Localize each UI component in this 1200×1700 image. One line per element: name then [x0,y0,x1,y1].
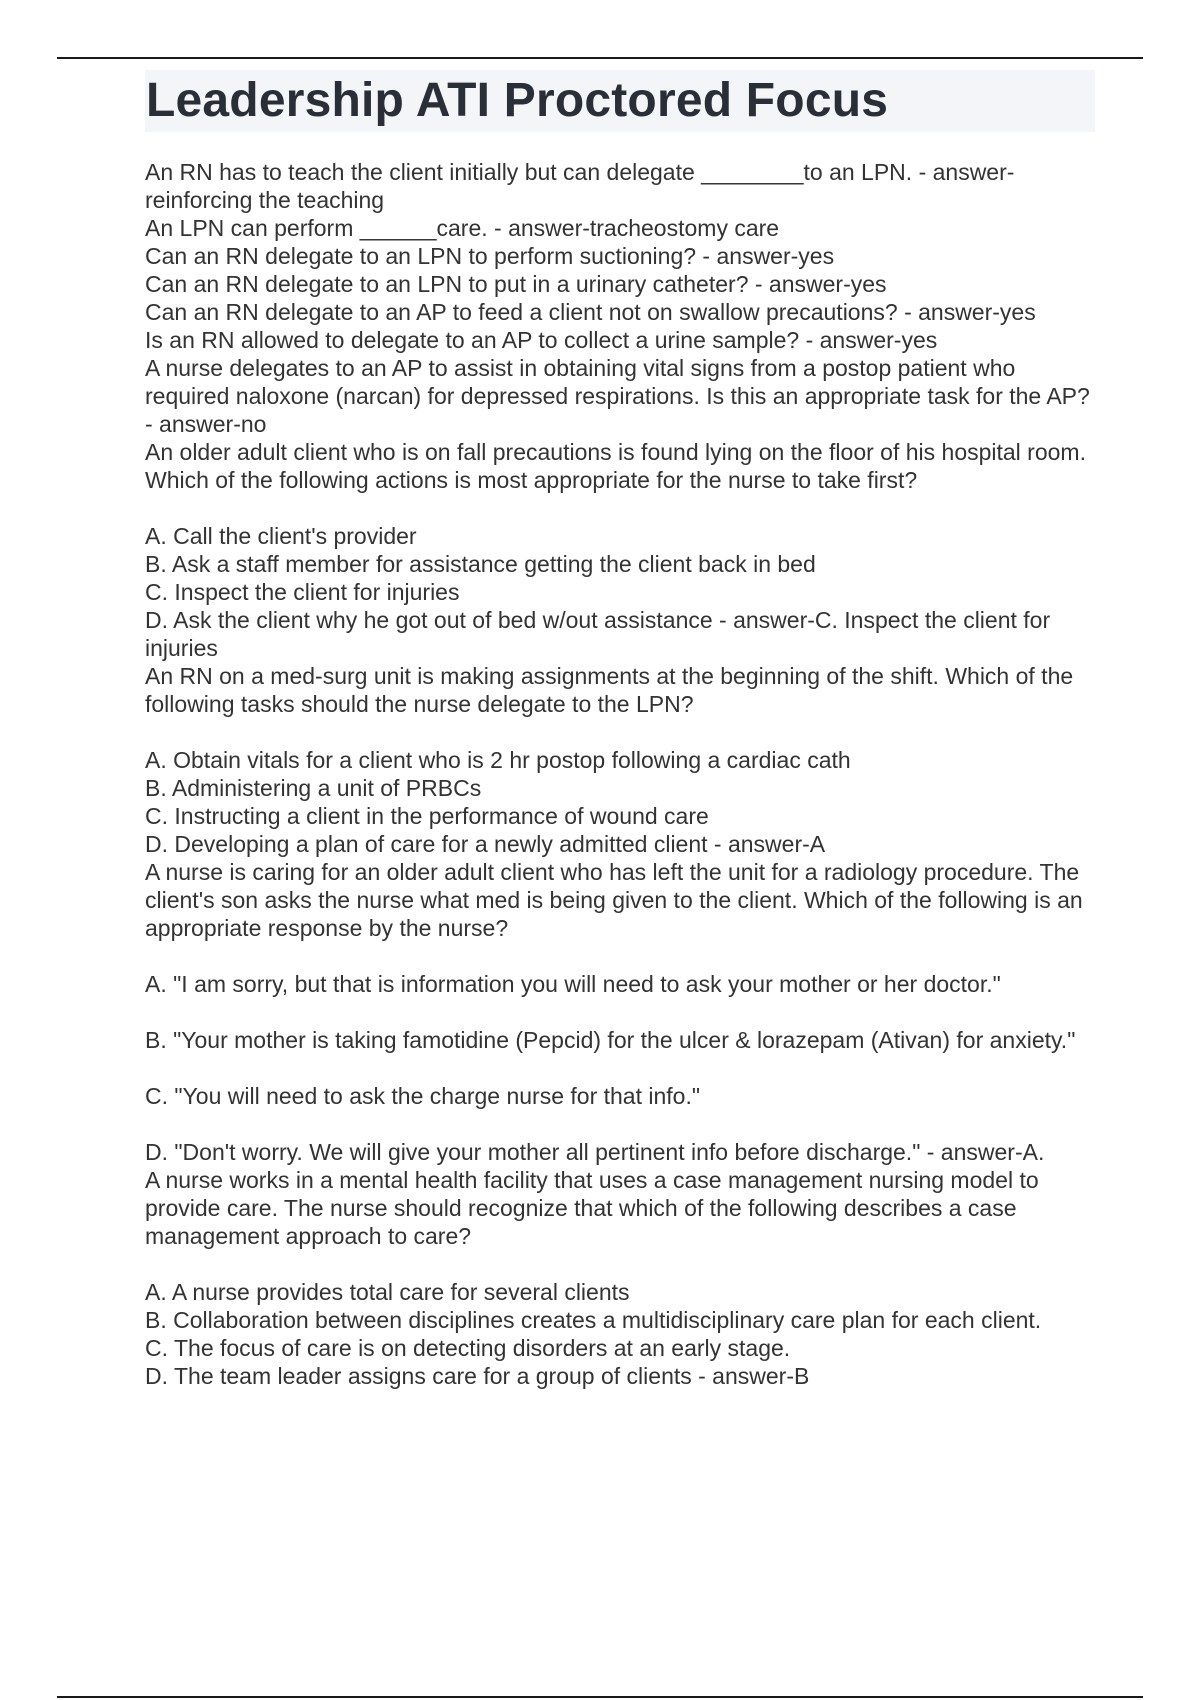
answer-option: D. Developing a plan of care for a newly admitted client - answer-A [145,831,826,857]
blank-line [145,998,1095,1026]
blank-line [145,1054,1095,1082]
answer-option: A. Obtain vitals for a client who is 2 hr postop following a cardiac cath [145,747,851,773]
top-rule [57,57,1143,59]
text-line: Is an RN allowed to delegate to an AP to collect a urine sample? - answer-yes [145,327,938,353]
answer-option: C. Inspect the client for injuries [145,579,460,605]
answer-option: A. A nurse provides total care for several clients [145,1279,630,1305]
text-line: A nurse delegates to an AP to assist in obtaining vital signs from a postop patient who required naloxone (narcan) for depressed respirations. Is this an appropriate task for the AP? - answer-no [145,355,1097,437]
blank-line [145,1250,1095,1278]
document-page [145,70,1095,1390]
text-line: An older adult client who is on fall precautions is found lying on the floor of his hospital room. Which of the following actions is most appropriate for the nurse to take first? [145,439,1093,493]
answer-option: D. "Don't worry. We will give your mother all pertinent info before discharge." - answer-A. [145,1139,1045,1165]
blank-line [145,942,1095,970]
text-line: An LPN can perform ______care. - answer-tracheostomy care [145,215,780,241]
answer-option: B. "Your mother is taking famotidine (Pepcid) for the ulcer & lorazepam (Ativan) for anxiety." [145,1027,1076,1053]
answer-option: B. Administering a unit of PRBCs [145,775,482,801]
text-line: A nurse is caring for an older adult client who has left the unit for a radiology procedure. The client's son asks the nurse what med is being given to the client. Which of the following is an appropriate response by the nurse? [145,859,1090,941]
blank-line [145,718,1095,746]
text-line: Can an RN delegate to an LPN to perform suctioning? - answer-yes [145,243,835,269]
blank-line [145,1110,1095,1138]
text-line: Can an RN delegate to an LPN to put in a urinary catheter? - answer-yes [145,271,887,297]
answer-option: A. "I am sorry, but that is information you will need to ask your mother or her doctor." [145,971,1001,997]
document-title: Leadership ATI Proctored Focus [145,70,1095,132]
answer-option: C. "You will need to ask the charge nurse for that info." [145,1083,701,1109]
bottom-rule [57,1696,1143,1698]
document-body [145,158,1095,1390]
text-line: A nurse works in a mental health facility that uses a case management nursing model to provide care. The nurse should recognize that which of the following describes a case management approach to care? [145,1167,1046,1249]
text-line: Can an RN delegate to an AP to feed a client not on swallow precautions? - answer-yes [145,299,1036,325]
answer-option: C. Instructing a client in the performance of wound care [145,803,709,829]
answer-option: D. Ask the client why he got out of bed w/out assistance - answer-C. Inspect the client for injuries [145,607,1057,661]
blank-line [145,494,1095,522]
answer-option: B. Ask a staff member for assistance getting the client back in bed [145,551,816,577]
text-line: An RN on a med-surg unit is making assignments at the beginning of the shift. Which of the following tasks should the nurse delegate to the LPN? [145,663,1080,717]
answer-option: B. Collaboration between disciplines creates a multidisciplinary care plan for each client. [145,1307,1042,1333]
answer-option: C. The focus of care is on detecting disorders at an early stage. [145,1335,791,1361]
answer-option: A. Call the client's provider [145,523,417,549]
text-line: An RN has to teach the client initially but can delegate ________to an LPN. - answer-reinforcing the teaching [145,159,1015,213]
answer-option: D. The team leader assigns care for a group of clients - answer-B [145,1363,810,1389]
